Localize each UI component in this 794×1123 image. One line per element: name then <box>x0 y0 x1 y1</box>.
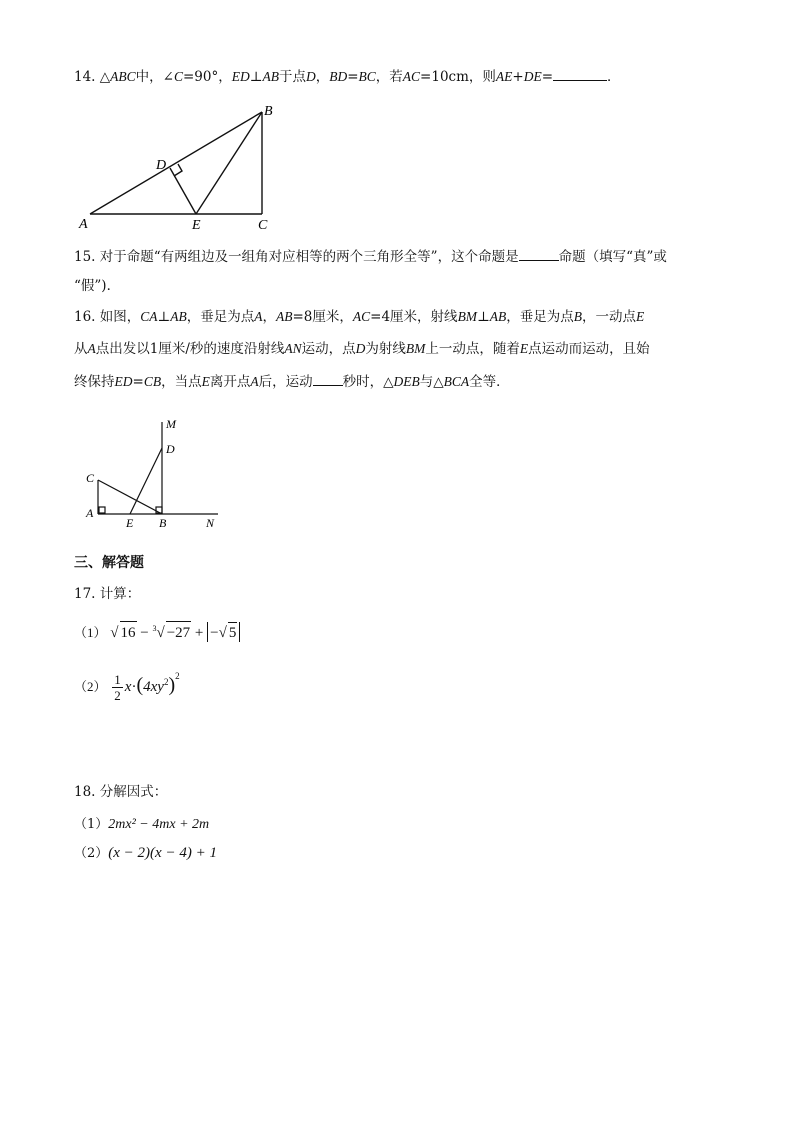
figure-q16-diagram <box>80 414 230 534</box>
question-16-line-3: 终保持ED=CB，当点E离开点A后，运动 秒时，△DEB与△BCA全等． <box>74 371 510 391</box>
question-17-part-2: （2） $\frac{1}{2}$ $x\cdot(4xy^2)^2$ <box>74 671 180 704</box>
part-2-label: （2） <box>74 679 107 694</box>
figure-q14-triangle <box>74 98 284 238</box>
label-A-q16: A <box>86 506 94 520</box>
question-18-part-2: （2）(x − 2)(x − 4) + 1 <box>74 845 217 861</box>
label-M-q16: M <box>166 417 176 431</box>
answer-blank-15[interactable] <box>519 246 559 261</box>
answer-blank-14[interactable] <box>553 66 607 81</box>
label-C-q16: C <box>86 471 95 485</box>
label-A: A <box>79 217 88 232</box>
question-15-text: 15. 对于命题“有两组边及一组角对应相等的两个三角形全等”，这个命题是 命题（填写“真”或 <box>74 246 667 266</box>
sqrt-16: √ 16 <box>110 625 136 641</box>
cbrt-minus-27: $^3$√ −27 <box>152 625 191 641</box>
label-N-q16: N <box>206 516 215 530</box>
abs-neg-sqrt-5: −√ 5 <box>207 622 240 642</box>
label-C: C <box>258 218 268 233</box>
label-D-q16: D <box>166 442 175 456</box>
section-heading: 三、解答题 <box>74 555 144 571</box>
question-16-line-2: 从A点出发以1厘米/秒的速度沿射线AN运动，点D为射线BM上一动点，随着E点运动而运动，且始 <box>74 341 650 357</box>
question-18-part-1: （1）2mx² − 4mx + 2m <box>74 817 210 832</box>
question-14-text: 14. △ABC中，∠C=90°，ED⊥AB于点D，BD=BC，若AC=10cm，则AE+DE= ． <box>74 66 621 86</box>
label-D: D <box>156 158 167 173</box>
label-E-q16: E <box>126 516 134 530</box>
question-18-title: 18. 分解因式： <box>74 784 168 800</box>
part-1-label: （1） <box>74 625 107 640</box>
question-17-title: 17. 计算： <box>74 586 141 602</box>
question-15-text-2: “假”)． <box>74 278 121 294</box>
fraction-one-half: $\frac{1}{2}$ <box>114 672 121 704</box>
label-E: E <box>192 218 201 233</box>
answer-blank-16[interactable] <box>313 371 343 386</box>
question-16-line-1: 16. 如图，CA⊥AB，垂足为点A，AB=8厘米，AC=4厘米，射线BM⊥AB，垂足为点B，一动点E <box>74 309 645 325</box>
label-B: B <box>264 104 273 119</box>
label-B-q16: B <box>159 516 167 530</box>
question-17-part-1: （1） √ 16 − $^3$√ −27 + −√ 5 <box>74 618 240 642</box>
